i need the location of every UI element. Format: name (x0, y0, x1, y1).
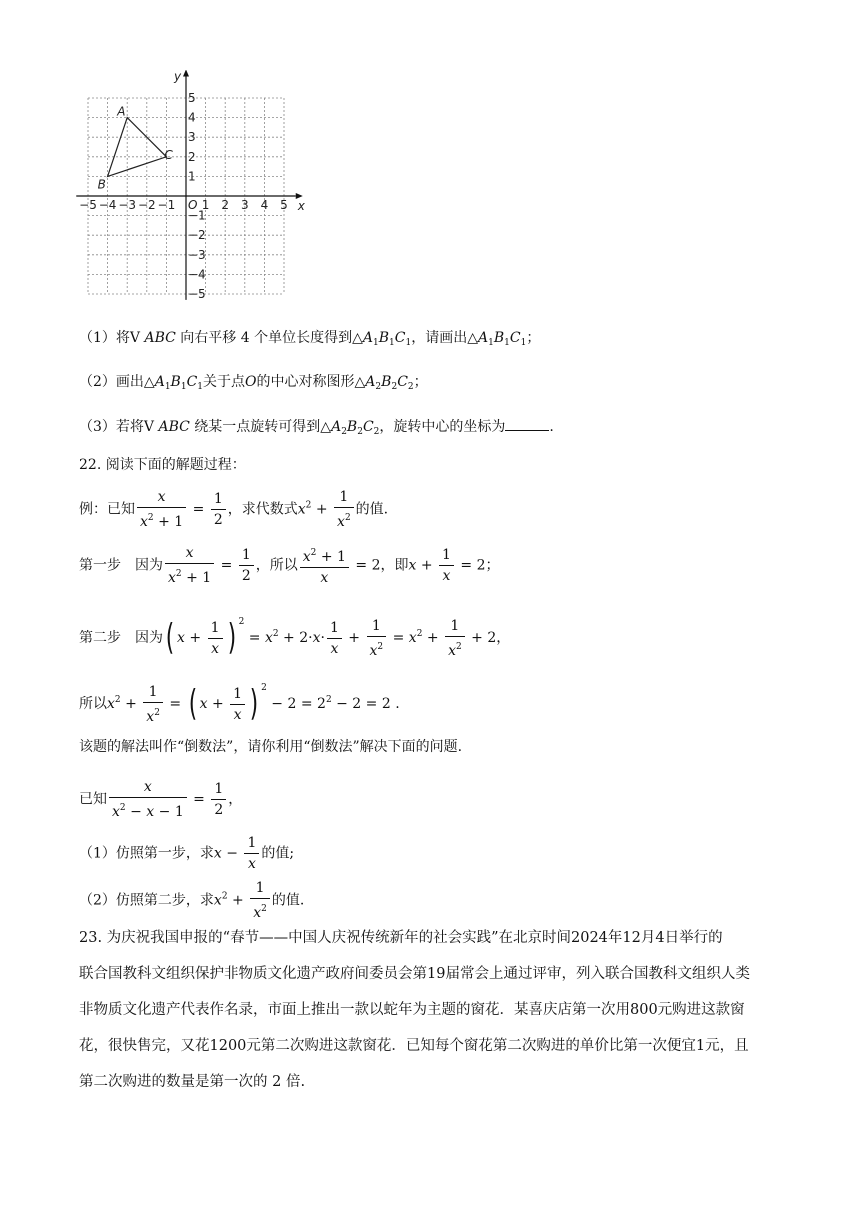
answer-blank[interactable] (505, 416, 549, 431)
y-tick-label: −5 (188, 287, 206, 301)
q21-p3-text-e: . (549, 419, 554, 435)
q21-p3-text-a: （3）若将V (79, 419, 159, 435)
q22-given-text-b: ， (228, 791, 243, 808)
q22-sub2-text-b: 的值. (271, 892, 305, 909)
y-tick-label: 1 (188, 169, 196, 184)
y-axis-label: y (174, 70, 182, 84)
q23-line5: 第二次购进的数量是第一次的 2 倍. (79, 1074, 306, 1090)
q22-step1-text-b: ，所以 (255, 557, 298, 574)
q22-sub2: （2）仿照第二步，求$x^2$ + $\frac{1}{x^2}$ 的值. (79, 880, 305, 921)
x-tick-label: 5 (280, 198, 288, 212)
point-b-label: B (97, 177, 106, 192)
q22-given-text-a: 已知 (79, 791, 107, 808)
x-tick-label: 2 (221, 198, 230, 212)
q22-step1-text-d: ； (485, 557, 500, 574)
q21-p1-text-a: （1）将V (79, 330, 145, 346)
y-tick-label: −2 (188, 228, 206, 243)
x-tick-label: −4 (98, 198, 117, 212)
q23-line1: 23. 为庆祝我国申报的“春节——中国人庆祝传统新年的社会实践”在北京时间2024年12月4日举行的 (79, 930, 723, 946)
coordinate-grid-figure (70, 70, 310, 310)
y-axis-arrow (183, 70, 189, 76)
q23-line3: 非物质文化遗产代表作名录，市面上推出一款以蛇年为主题的窗花．某喜庆店第一次用800元购进这款窗 (79, 1002, 745, 1018)
q22-given: 已知 $\frac{x}{x^2 - x - 1}$ = $\frac{1}{2}$ ， (79, 779, 243, 820)
y-tick-label: −1 (188, 208, 206, 223)
q21-p2-text-a: （2）画出△ (79, 374, 155, 390)
q22-method: 该题的解法叫作“倒数法”，请你利用“倒数法”解决下面的问题. (79, 739, 463, 755)
x-tick-label: 3 (240, 198, 249, 212)
triangle-abc (108, 118, 167, 177)
q21-part1: （1）将V ABC 向右平移 4 个单位长度得到$\triangle A_1B_1C_1$，请画出$\triangle A_1B_1C_1$； (79, 330, 541, 348)
q21-p2-point-o: O (245, 374, 257, 390)
q22-step2-text-b: ， (496, 630, 511, 646)
q22-conclusion: 所以$x^2$ + $\frac{1}{x^2}$ = ( x + $\frac{1}{x}$ ) $^2 - 2 = 2^2 - 2 = 2$ . (79, 683, 400, 725)
y-tick-label: 2 (188, 149, 196, 164)
x-tick-label: −3 (118, 198, 137, 212)
q22-sub1: （1）仿照第一步，求x − $\frac{1}{x}$ 的值; (79, 835, 295, 872)
q23-line2: 联合国教科文组织保护非物质文化遗产政府间委员会第19届常会上通过评审，列入联合国教科文组织人类 (79, 966, 750, 982)
q21-p1-text-e: ； (526, 330, 541, 346)
point-a-label: A (117, 104, 126, 119)
x-axis-label: x (297, 199, 305, 213)
q22-concl-text-a: 所以 (79, 696, 107, 712)
q22-sub1-text-a: （1）仿照第一步，求 (79, 845, 214, 862)
x-tick-label: −5 (79, 198, 97, 212)
q21-p2-text-d: 的中心对称图形△ (256, 374, 366, 390)
q21-p3-text-d: ，旋转中心的坐标为 (379, 419, 506, 435)
point-c-label: C (164, 147, 173, 162)
q22-step1-text-a: 第一步 因为 (79, 557, 163, 574)
x-tick-label: 4 (260, 198, 269, 212)
y-tick-label: −4 (188, 267, 206, 282)
x-tick-label: 1 (201, 198, 210, 212)
q22-ex-text-c: 的值. (355, 501, 389, 518)
x-tick-label: −1 (157, 198, 176, 212)
q21-part3: （3）若将V ABC 绕某一点旋转可得到$\triangle A_2B_2C_2$，旋转中心的坐标为 . (79, 416, 554, 442)
q21-part2: （2）画出$\triangle A_1B_1C_1$关于点O的中心对称图形$\triangle A_2B_2C_2$； (79, 374, 428, 392)
q22-sub1-text-b: 的值; (261, 845, 295, 862)
y-tick-label: −3 (188, 247, 206, 262)
y-tick-label: 3 (188, 130, 196, 145)
q21-p2-text-e: ； (413, 374, 428, 390)
q22-step1-text-c: ，即 (380, 557, 409, 574)
q22-step1: 第一步 因为 $\frac{x}{x^2 + 1}$ = $\frac{1}{2}$ ，所以 $\frac{x^2 + 1}{x}$ = 2，即x + $\frac{1}{x}$ = 2； (79, 545, 500, 586)
q21-p1-abc: ABC (144, 330, 176, 346)
q22-step2-text-a: 第二步 因为 (79, 630, 163, 646)
q21-p3-abc: ABC (158, 419, 190, 435)
q21-p3-text-c: 绕某一点旋转可得到△ (189, 419, 332, 435)
x-tick-label: −2 (137, 198, 156, 212)
q23-line4: 花，很快售完，又花1200元第二次购进这款窗花．已知每个窗花第二次购进的单价比第一次便宜1元，且 (79, 1038, 749, 1054)
y-tick-label: 5 (188, 91, 196, 105)
q22-sub2-text-a: （2）仿照第二步，求 (79, 892, 214, 909)
q22-title: 22. 阅读下面的解题过程： (79, 457, 246, 473)
q21-p2-text-b: 关于点 (203, 374, 246, 390)
q22-ex-text-b: ，求代数式 (227, 501, 298, 518)
origin-label: O (188, 198, 198, 212)
q22-step2: 第二步 因为( x + $\frac{1}{x}$ ) $^2 = x^2 + 2\cdot x\cdot$ $\frac{1}{x}$ + $\frac{1}{x^2}$ = $x^2$ + $\frac{1}{x^2}$ + 2， (79, 617, 511, 659)
q22-example: 例：已知 $\frac{x}{x^2 + 1}$ = $\frac{1}{2}$ ，求代数式$x^2$ + $\frac{1}{x^2}$ 的值. (79, 489, 389, 530)
y-tick-label: 4 (188, 110, 196, 125)
q21-p1-text-d: ，请画出△ (411, 330, 478, 346)
q21-p1-text-c: 向右平移 4 个单位长度得到△ (175, 330, 363, 346)
q22-ex-text-a: 例：已知 (79, 501, 135, 518)
